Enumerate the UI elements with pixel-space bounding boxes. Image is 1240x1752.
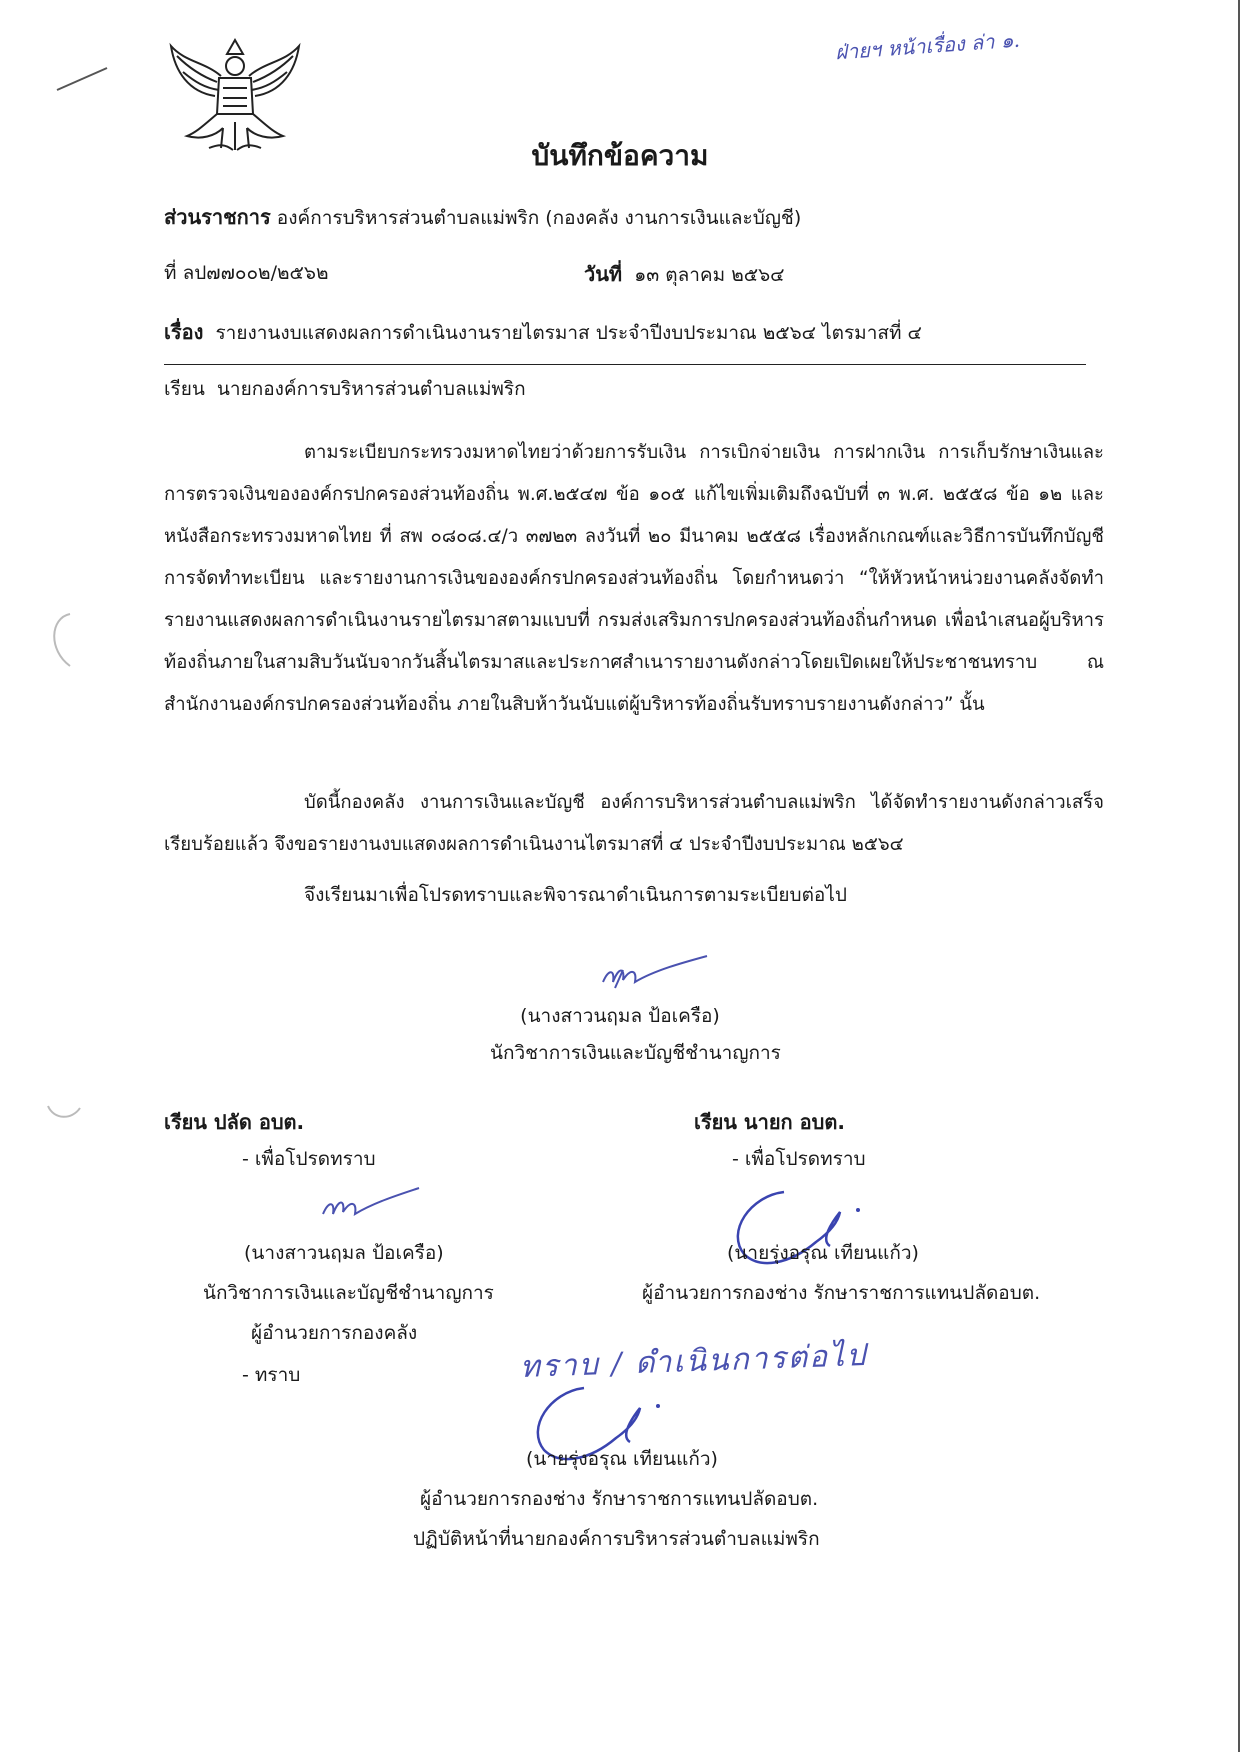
date-label: วันที่ (584, 262, 623, 286)
main-signatory-name: (นางสาวนฤมล ป้อเครือ) (520, 1005, 720, 1027)
agency-label: ส่วนราชการ (164, 205, 271, 229)
left-block-to: เรียน ปลัด อบต. (164, 1110, 305, 1134)
left-block-ack: - ทราบ (242, 1364, 301, 1386)
date-line (584, 264, 785, 285)
date-value: ๑๓ ตุลาคม ๒๕๖๔ (634, 264, 785, 286)
handwritten-note: ฝ่ายฯ หน้าเรื่อง ล่า ๑. (834, 27, 1021, 65)
body-paragraph-2: บัดนี้กองคลัง งานการเงินและบัญชี องค์การบริหารส่วนตำบลแม่พริก ได้จัดทำรายงานดังกล่าวเสร็จเรียบร้อยแล้ว จึงขอรายงานงบแสดงผลการดำเนินงานไตรมาสที่ ๔ ประจำปีงบประมาณ ๒๕๖๔ (164, 792, 1104, 855)
final-block-name: (นายรุ่งอรุณ เทียนแก้ว) (526, 1448, 718, 1470)
agency-line (164, 207, 801, 228)
final-block-position-2: ปฏิบัติหน้าที่นายกองค์การบริหารส่วนตำบลแม่พริก (413, 1528, 820, 1550)
signature-main (595, 948, 715, 998)
subject-line (164, 322, 922, 343)
subject-value: รายงานงบแสดงผลการดำเนินงานรายไตรมาส ประจำปีงบประมาณ ๒๕๖๔ ไตรมาสที่ ๔ (215, 322, 922, 344)
reference-value: ลป๗๗๐๐๒/๒๕๖๒ (182, 262, 329, 284)
agency-value: องค์การบริหารส่วนตำบลแม่พริก (กองคลัง งานการเงินและบัญชี) (276, 207, 802, 229)
right-block-position: ผู้อำนวยการกองช่าง รักษาราชการแทนปลัดอบต. (642, 1282, 1041, 1304)
left-block-position-1: นักวิชาการเงินและบัญชีชำนาญการ (203, 1282, 494, 1304)
handwritten-order: ทราบ / ดำเนินการต่อไป (519, 1337, 868, 1386)
punch-hole-mark (44, 1090, 84, 1130)
reference-label: ที่ (164, 262, 177, 284)
left-block-note: - เพื่อโปรดทราบ (242, 1148, 376, 1170)
final-block-position-1: ผู้อำนวยการกองช่าง รักษาราชการแทนปลัดอบต. (420, 1488, 819, 1510)
punch-hole-mark (44, 610, 74, 670)
subject-label: เรื่อง (164, 320, 204, 344)
page-title: บันทึกข้อความ (531, 139, 709, 172)
left-block-position-2: ผู้อำนวยการกองคลัง (251, 1322, 418, 1344)
signature-left (315, 1182, 425, 1230)
right-block-name: (นายรุ่งอรุณ เทียนแก้ว) (727, 1242, 919, 1264)
addressee-line (164, 380, 526, 399)
body-paragraph-1: ตามระเบียบกระทรวงมหาดไทยว่าด้วยการรับเงิน การเบิกจ่ายเงิน การฝากเงิน การเก็บรักษาเงินและการตรวจเงินขององค์กรปกครองส่วนท้องถิ่น พ.ศ.๒๕๔๗ ข้อ ๑๐๕ แก้ไขเพิ่มเติมถึงฉบับที่ ๓ พ.ศ. ๒๕๕๘ ข้อ ๑๒ และหนังสือกระทรวงมหาดไทย ที่ สพ ๐๘๐๘.๔/ว ๓๗๒๓ ลงวันที่ ๒๐ มีนาคม ๒๕๕๘ เรื่องหลักเกณฑ์และวิธีการบันทึกบัญชี การจัดทำทะเบียน และรายงานการเงินขององค์กรปกครองส่วนท้องถิ่น โดยกำหนดว่า “ให้หัวหน้าหน่วยงานคลังจัดทำรายงานแสดงผลการดำเนินงานรายไตรมาสตามแบบที่ กรมส่งเสริมการปกครองส่วนท้องถิ่นกำหนด เพื่อนำเสนอผู้บริหารท้องถิ่นภายในสามสิบวันนับจากวันสิ้นไตรมาสและประกาศสำเนารายงานดังกล่าวโดยเปิดเผยให้ประชาชนทราบ ณ สำนักงานองค์กรปกครองส่วนท้องถิ่น ภายในสิบห้าวันนับแต่ผู้บริหารท้องถิ่นรับทราบรายงานดังกล่าว” นั้น (164, 442, 1104, 715)
pencil-mark (55, 60, 115, 100)
left-block-name: (นางสาวนฤมล ป้อเครือ) (244, 1242, 444, 1264)
right-block-to: เรียน นายก อบต. (694, 1110, 845, 1134)
header-divider (164, 364, 1086, 365)
addressee-label: เรียน (164, 378, 205, 400)
closing-line: จึงเรียนมาเพื่อโปรดทราบและพิจารณาดำเนินการตามระเบียบต่อไป (304, 884, 847, 906)
right-block-note: - เพื่อโปรดทราบ (732, 1148, 866, 1170)
main-signatory-position: นักวิชาการเงินและบัญชีชำนาญการ (490, 1042, 781, 1064)
addressee-value: นายกองค์การบริหารส่วนตำบลแม่พริก (216, 378, 526, 400)
reference-line (164, 264, 328, 283)
